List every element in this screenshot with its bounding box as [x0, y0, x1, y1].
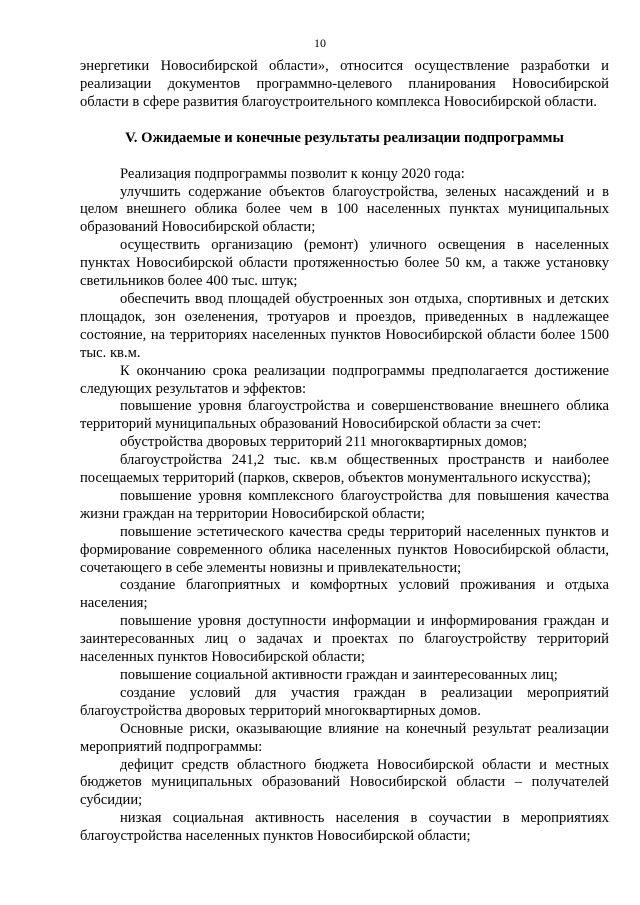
- paragraph: улучшить содержание объектов благоустройства, зеленых насаждений и в целом внешнего облика более чем в 100 населенных пунктах муниципальных образований Новосибирской области;: [80, 183, 609, 236]
- paragraph: повышение уровня доступности информации и информирования граждан и заинтересованных лиц о задачах и проектах по благоустройству территорий населенных пунктов Новосибирской области;: [80, 613, 609, 666]
- paragraph: обустройства дворовых территорий 211 многоквартирных домов;: [120, 434, 528, 451]
- paragraph-continued: энергетики Новосибирской области», относится осуществление разработки и реализации документов программно-целевого планирования Новосибирской области в сфере развития благоустроительного комплекса Новосибирской области.: [80, 58, 609, 110]
- page-number: 10: [314, 36, 326, 50]
- section-heading: V. Ожидаемые и конечные результаты реализации подпрограммы: [125, 129, 564, 146]
- paragraph: Основные риски, оказывающие влияние на конечный результат реализации мероприятий подпрограммы:: [80, 720, 609, 755]
- paragraph: низкая социальная активность населения в соучастии в мероприятиях благоустройства населенных пунктов Новосибирской области;: [80, 810, 609, 845]
- paragraph: Реализация подпрограммы позволит к концу 2020 года:: [120, 165, 465, 182]
- paragraph: осуществить организацию (ремонт) уличного освещения в населенных пунктах Новосибирской области протяженностью более 50 км, а также установку светильников более 400 тыс. штук;: [80, 237, 609, 290]
- paragraph: повышение социальной активности граждан и заинтересованных лиц;: [120, 667, 558, 683]
- paragraph: К окончанию срока реализации подпрограммы предполагается достижение следующих результатов и эффектов:: [80, 362, 609, 397]
- paragraph: повышение уровня благоустройства и совершенствование внешнего облика территорий муниципальных образований Новосибирской области за счет:: [80, 398, 609, 433]
- paragraph: дефицит средств областного бюджета Новосибирской области и местных бюджетов муниципальных образований Новосибирской области – получателей субсидии;: [80, 756, 609, 809]
- paragraph: создание условий для участия граждан в реализации мероприятий благоустройства дворовых территорий многоквартирных домов.: [80, 684, 609, 719]
- paragraph: повышение эстетического качества среды территорий населенных пунктов и формирование современного облика населенных пунктов Новосибирской области, сочетающего в себе элементы новизны и привлекательности;: [80, 523, 609, 576]
- document-body: [80, 58, 609, 846]
- paragraph: повышение уровня комплексного благоустройства для повышения качества жизни граждан на территории Новосибирской области;: [80, 487, 609, 522]
- paragraph: создание благоприятных и комфортных условий проживания и отдыха населения;: [80, 577, 609, 612]
- paragraph: обеспечить ввод площадей обустроенных зон отдыха, спортивных и детских площадок, зон озеленения, тротуаров и проездов, приведенных в надлежащее состояние, на территориях населенных пунктов Новосибирской области более 1500 тыс. кв.м.: [80, 290, 609, 361]
- paragraph: благоустройства 241,2 тыс. кв.м общественных пространств и наиболее посещаемых территорий (парков, скверов, объектов монументального искусства);: [80, 452, 609, 487]
